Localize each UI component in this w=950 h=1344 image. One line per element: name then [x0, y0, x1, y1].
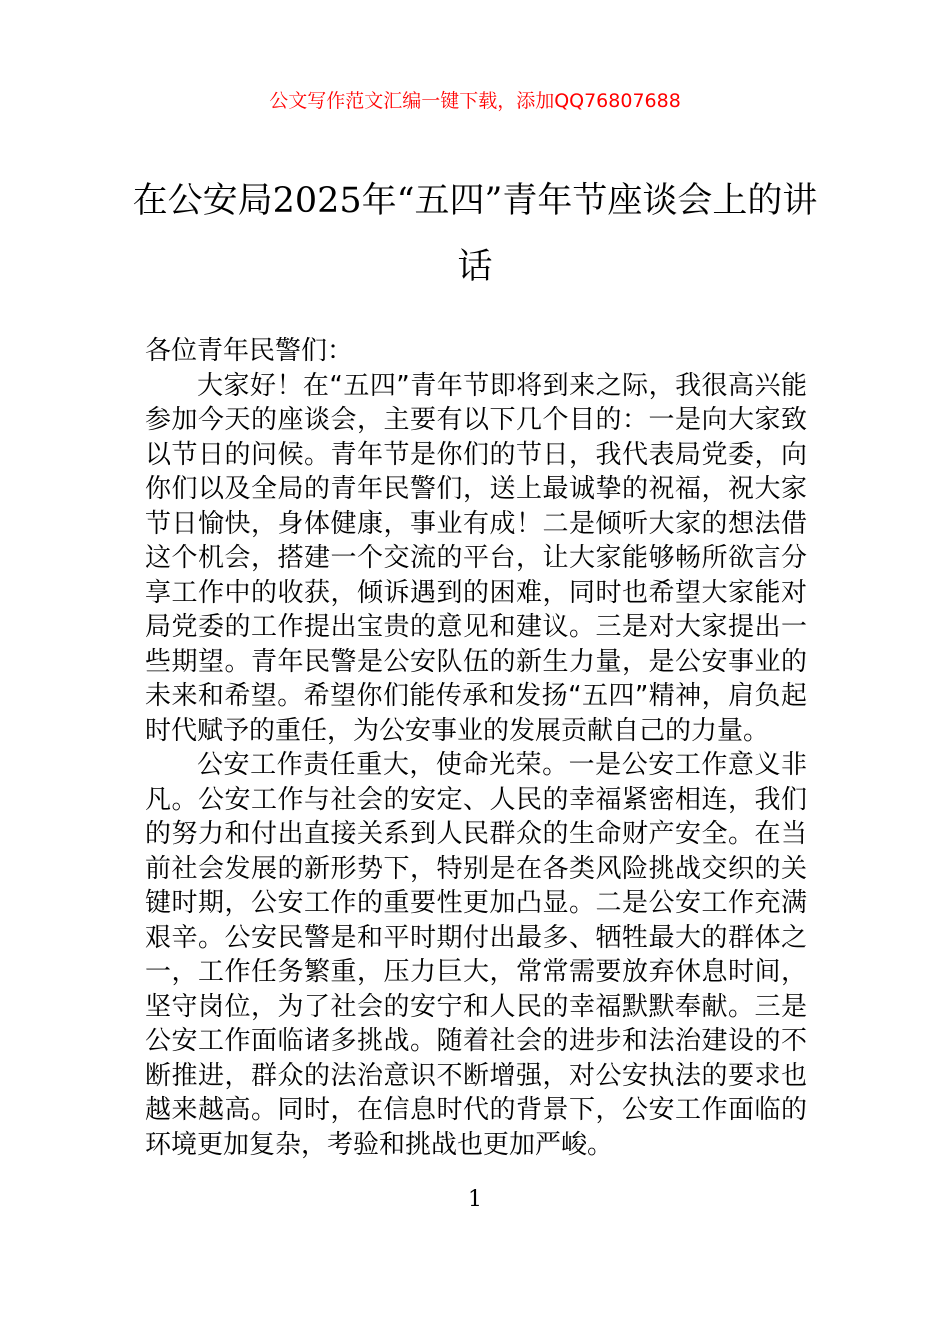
paragraph-2: 公安工作责任重大，使命光荣。一是公安工作意义非凡。公安工作与社会的安定、人民的幸福紧密相连，我们的努力和付出直接关系到人民群众的生命财产安全。在当前社会发展的新形势下，特别是在各类风险挑战交织的关键时期，公安工作的重要性更加凸显。二是公安工作充满艰辛。公安民警是和平时期付出最多、牺牲最大的群体之一，工作任务繁重，压力巨大，常常需要放弃休息时间，坚守岗位，为了社会的安宁和人民的幸福默默奉献。三是公安工作面临诸多挑战。随着社会的进步和法治建设的不断推进，群众的法治意识不断增强，对公安执法的要求也越来越高。同时，在信息时代的背景下，公安工作面临的环境更加复杂，考验和挑战也更加严峻。	[145, 750, 807, 1160]
salutation: 各位青年民警们：	[145, 336, 354, 366]
download-ad-banner: 公文写作范文汇编一键下载，添加QQ76807688	[269, 90, 681, 112]
paragraph-1: 大家好！在“五四”青年节即将到来之际，我很高兴能参加今天的座谈会，主要有以下几个目的：一是向大家致以节日的问候。青年节是你们的节日，我代表局党委，向你们以及全局的青年民警们，送上最诚挚的祝福，祝大家节日愉快，身体健康，事业有成！二是倾听大家的想法借这个机会，搭建一个交流的平台，让大家能够畅所欲言分享工作中的收获，倾诉遇到的困难，同时也希望大家能对局党委的工作提出宝贵的意见和建议。三是对大家提出一些期望。青年民警是公安队伍的新生力量，是公安事业的未来和希望。希望你们能传承和发扬“五四”精神，肩负起时代赋予的重任，为公安事业的发展贡献自己的力量。	[145, 370, 807, 746]
page-number: 1	[468, 1187, 482, 1212]
document-title: 在公安局2025年“五四”青年节座谈会上的讲话	[132, 181, 818, 287]
document-body	[145, 334, 807, 1162]
